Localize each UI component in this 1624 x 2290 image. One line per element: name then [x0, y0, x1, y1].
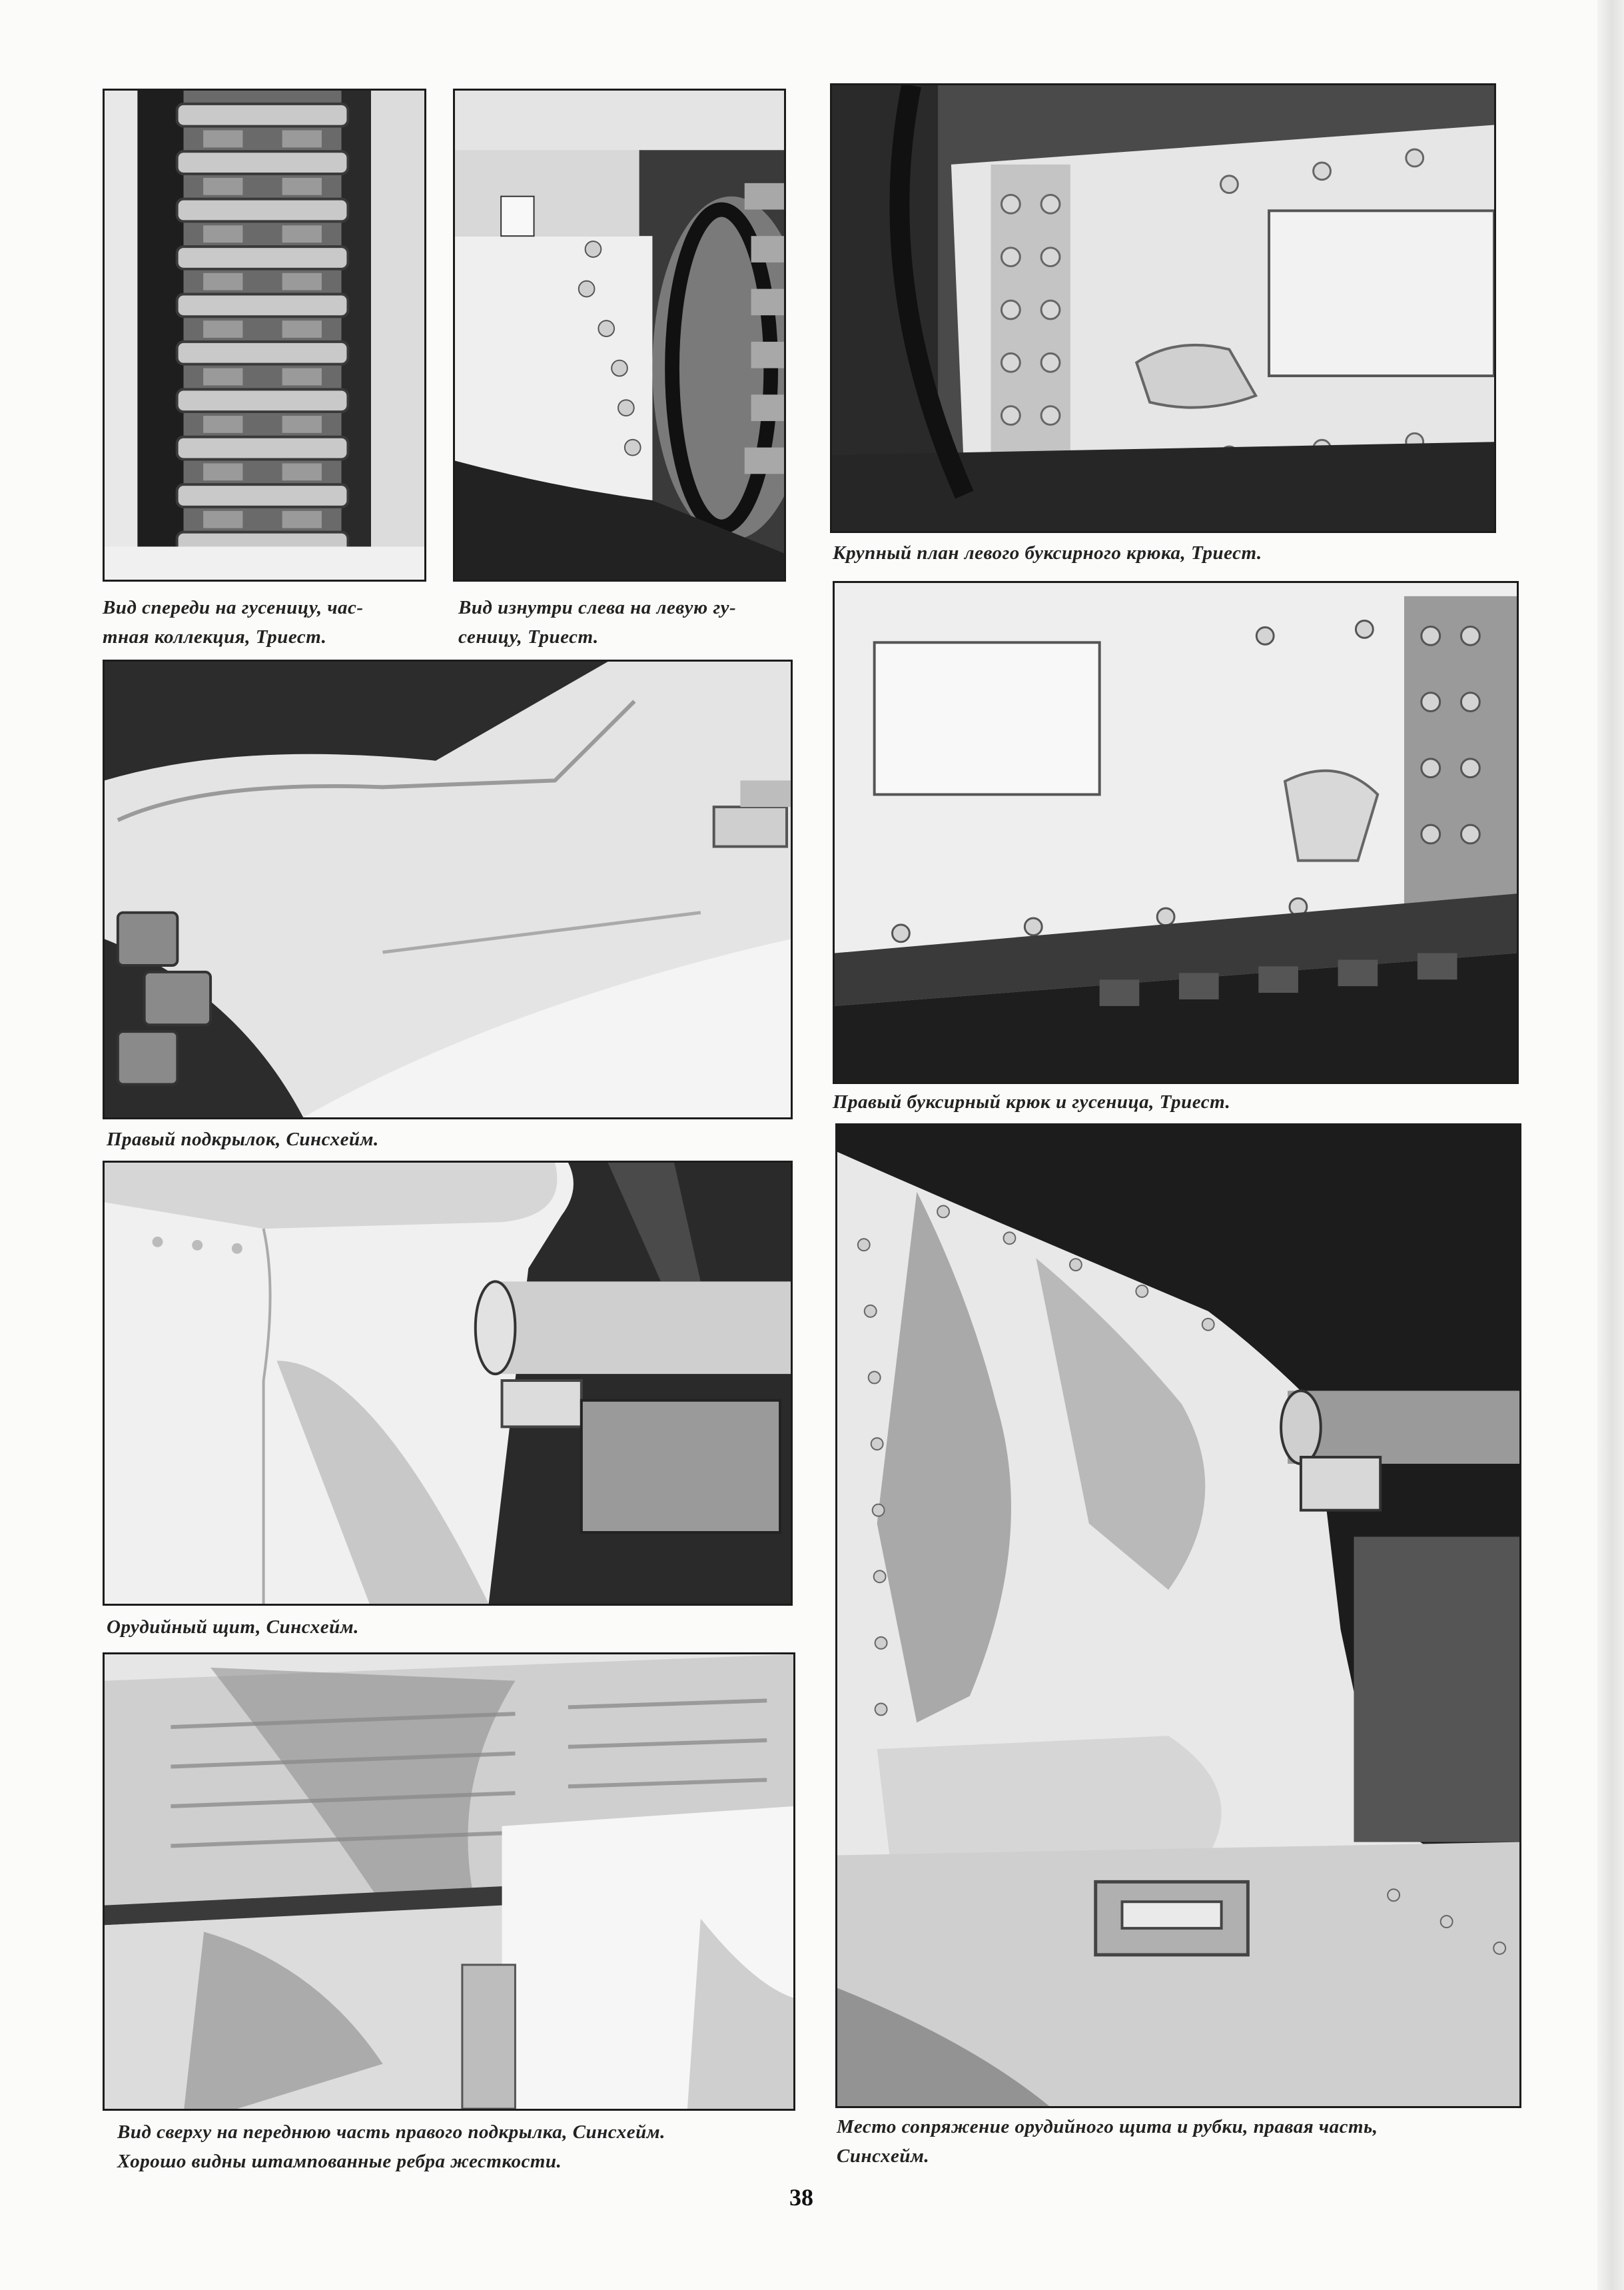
caption-left-hook	[833, 538, 1262, 568]
caption-shield-junction	[837, 2112, 1378, 2171]
page-edge-shadow	[1597, 0, 1624, 2290]
photo-right-fender	[103, 660, 793, 1119]
caption-line: Правый буксирный крюк и гусеница, Триест.	[833, 1091, 1231, 1113]
caption-line: Вид спереди на гусеницу, час-	[103, 597, 364, 618]
photo-track-front	[103, 89, 426, 582]
photo-fender-top	[103, 1652, 795, 2111]
track-front-image	[105, 91, 424, 580]
caption-line: Вид сверху на переднюю часть правого подкрылка, Синсхейм.	[117, 2121, 665, 2143]
caption-track-inside	[458, 593, 736, 652]
caption-track-front	[103, 593, 364, 652]
left-hook-image	[832, 85, 1494, 531]
caption-line: Хорошо видны штампованные ребра жесткости.	[117, 2151, 562, 2172]
photo-gun-shield	[103, 1161, 793, 1606]
shield-junction-image	[837, 1125, 1519, 2106]
caption-right-hook	[833, 1087, 1230, 1117]
caption-line: Синсхейм.	[837, 2145, 930, 2167]
track-inside-image	[455, 91, 784, 580]
caption-line: Правый подкрылок, Синсхейм.	[107, 1129, 379, 1150]
caption-line: Орудийный щит, Синсхейм.	[107, 1616, 359, 1638]
caption-line: Вид изнутри слева на левую гу-	[458, 597, 737, 618]
caption-line: Место сопряжение орудийного щита и рубки, правая часть,	[837, 2116, 1378, 2137]
caption-fender-top	[117, 2117, 665, 2176]
caption-line: Крупный план левого буксирного крюка, Триест.	[833, 542, 1262, 564]
fender-top-image	[105, 1654, 793, 2109]
photo-right-hook	[833, 581, 1519, 1084]
caption-gun-shield	[107, 1612, 359, 1642]
caption-line: сеницу, Триест.	[458, 626, 599, 648]
right-hook-image	[835, 583, 1517, 1082]
page-number: 38	[789, 2184, 813, 2211]
photo-left-hook	[830, 83, 1496, 533]
gun-shield-image	[105, 1163, 791, 1604]
right-fender-image	[105, 662, 791, 1117]
photo-track-inside	[453, 89, 786, 582]
photo-shield-junction	[835, 1123, 1521, 2108]
caption-line: тная коллекция, Триест.	[103, 626, 327, 648]
caption-right-fender	[107, 1125, 379, 1154]
